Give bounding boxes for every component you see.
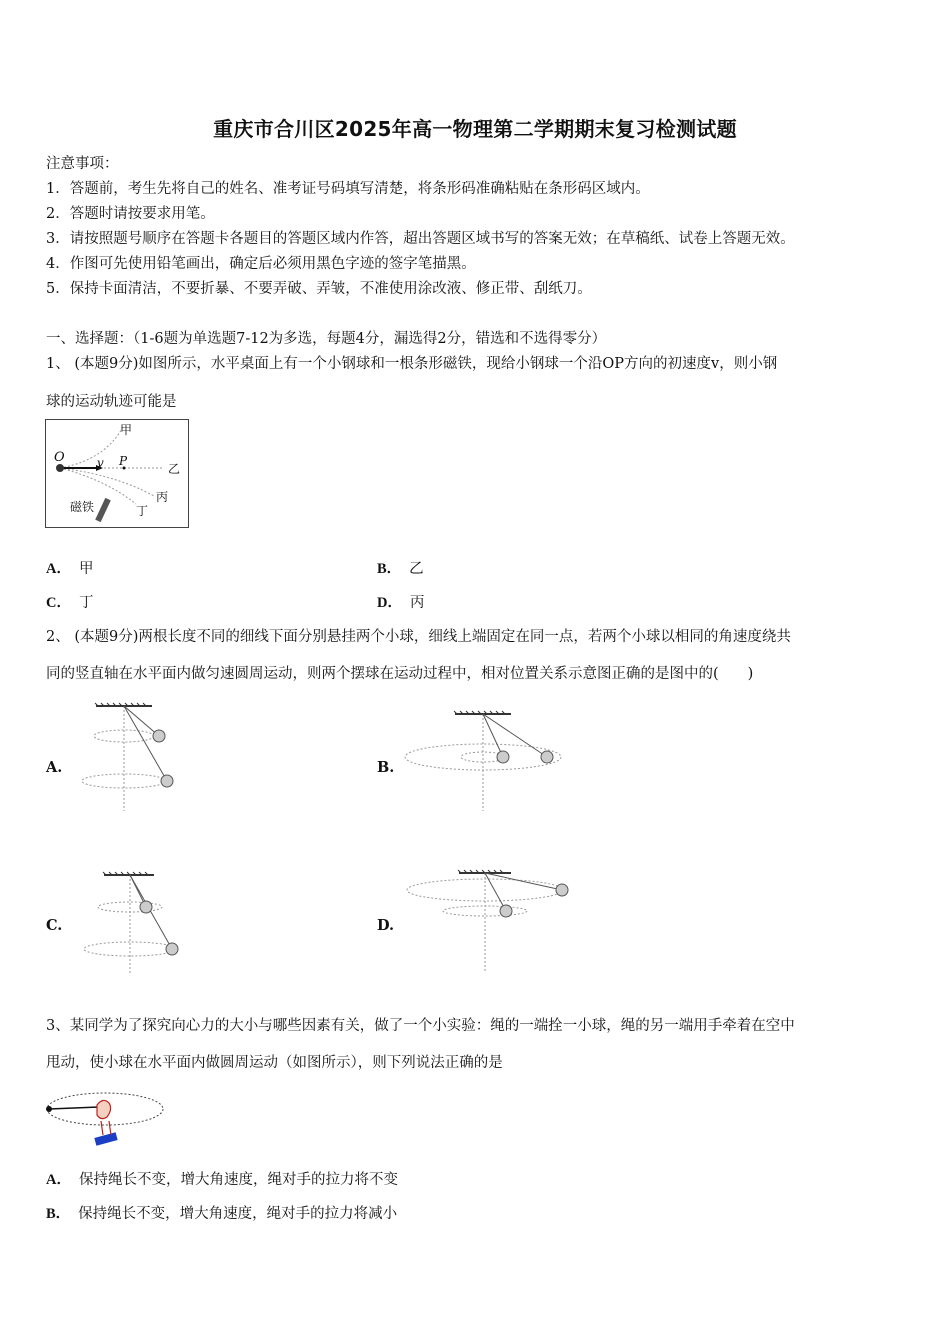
q2-option-a-label[interactable]: A.	[46, 759, 63, 776]
path-bing	[60, 468, 154, 496]
q2-stem-line1: 2、 (本题9分)两根长度不同的细线下面分别悬挂两个小球，细线上端固定在同一点，若两个小球以相同的角速度绕共	[46, 629, 791, 645]
q1-figure	[45, 419, 189, 528]
q1-trajectory-diagram	[46, 420, 188, 527]
label-magnet: 磁铁	[70, 500, 95, 514]
q2-figure-d	[405, 866, 585, 976]
q3-figure	[43, 1085, 168, 1147]
notice-heading: 注意事项：	[46, 156, 119, 172]
q2-figure-c	[74, 869, 204, 979]
section-heading: 一、选择题：（1-6题为单选题7-12为多选，每题4分，漏选得2分，错选和不选得零分）	[46, 331, 607, 347]
q3-stem-line2: 甩动，使小球在水平面内做圆周运动（如图所示），则下列说法正确的是	[46, 1055, 503, 1071]
notice-item: 5．保持卡面清洁，不要折暴、不要弄破、弄皱，不准使用涂改液、修正带、刮纸刀。	[46, 281, 592, 297]
q2-option-b-label[interactable]: B.	[377, 759, 395, 776]
q3-stem-line1: 3、某同学为了探究向心力的大小与哪些因素有关，做了一个小实验：绳的一端拴一小球，绳的另一端用手牵着在空中	[46, 1018, 795, 1034]
q3-option-a[interactable]: A． 保持绳长不变，增大角速度，绳对手的拉力将不变	[46, 1172, 398, 1188]
label-o: O	[54, 450, 65, 465]
label-jia: 甲	[120, 423, 133, 437]
notice-item: 3．请按照题号顺序在答题卡各题目的答题区域内作答，超出答题区域书写的答案无效；在草稿纸、试卷上答题无效。	[46, 231, 795, 247]
label-v: v	[97, 456, 104, 470]
label-yi: 乙	[168, 462, 181, 476]
label-p: P	[119, 454, 128, 468]
notice-item: 1．答题前，考生先将自己的姓名、准考证号码填写清楚，将条形码准确粘贴在条形码区域内。	[46, 181, 650, 197]
label-ding: 丁	[136, 504, 149, 518]
label-bing: 丙	[156, 490, 169, 504]
q1-option-c[interactable]: C． 丁	[46, 595, 94, 611]
q1-option-a[interactable]: A． 甲	[46, 561, 94, 577]
q1-option-d[interactable]: D． 丙	[377, 595, 425, 611]
path-jia	[60, 425, 124, 468]
q1-stem-line2: 球的运动轨迹可能是	[46, 394, 177, 410]
q1-stem-line1: 1、 (本题9分)如图所示，水平桌面上有一个小钢球和一根条形磁铁，现给小钢球一个沿OP方向的初速度v，则小钢	[46, 356, 778, 372]
hand-icon	[97, 1100, 111, 1118]
magnet	[95, 498, 111, 522]
q2-option-c-label[interactable]: C.	[46, 917, 63, 934]
steel-ball	[56, 464, 64, 472]
notice-item: 2．答题时请按要求用笔。	[46, 206, 215, 222]
q2-option-d-label[interactable]: D.	[377, 917, 395, 934]
q2-figure-a	[74, 703, 204, 813]
page-title: 重庆市合川区2025年高一物理第二学期期末复习检测试题	[213, 117, 737, 141]
q1-option-b[interactable]: B． 乙	[377, 561, 424, 577]
q2-figure-b	[401, 703, 581, 813]
q2-stem-line2: 同的竖直轴在水平面内做匀速圆周运动，则两个摆球在运动过程中，相对位置关系示意图正确的是图中的( )	[46, 666, 754, 682]
q3-option-b[interactable]: B． 保持绳长不变，增大角速度，绳对手的拉力将减小	[46, 1206, 398, 1222]
notice-item: 4．作图可先使用铅笔画出，确定后必须用黑色字迹的签字笔描黑。	[46, 256, 476, 272]
sleeve	[94, 1132, 117, 1145]
